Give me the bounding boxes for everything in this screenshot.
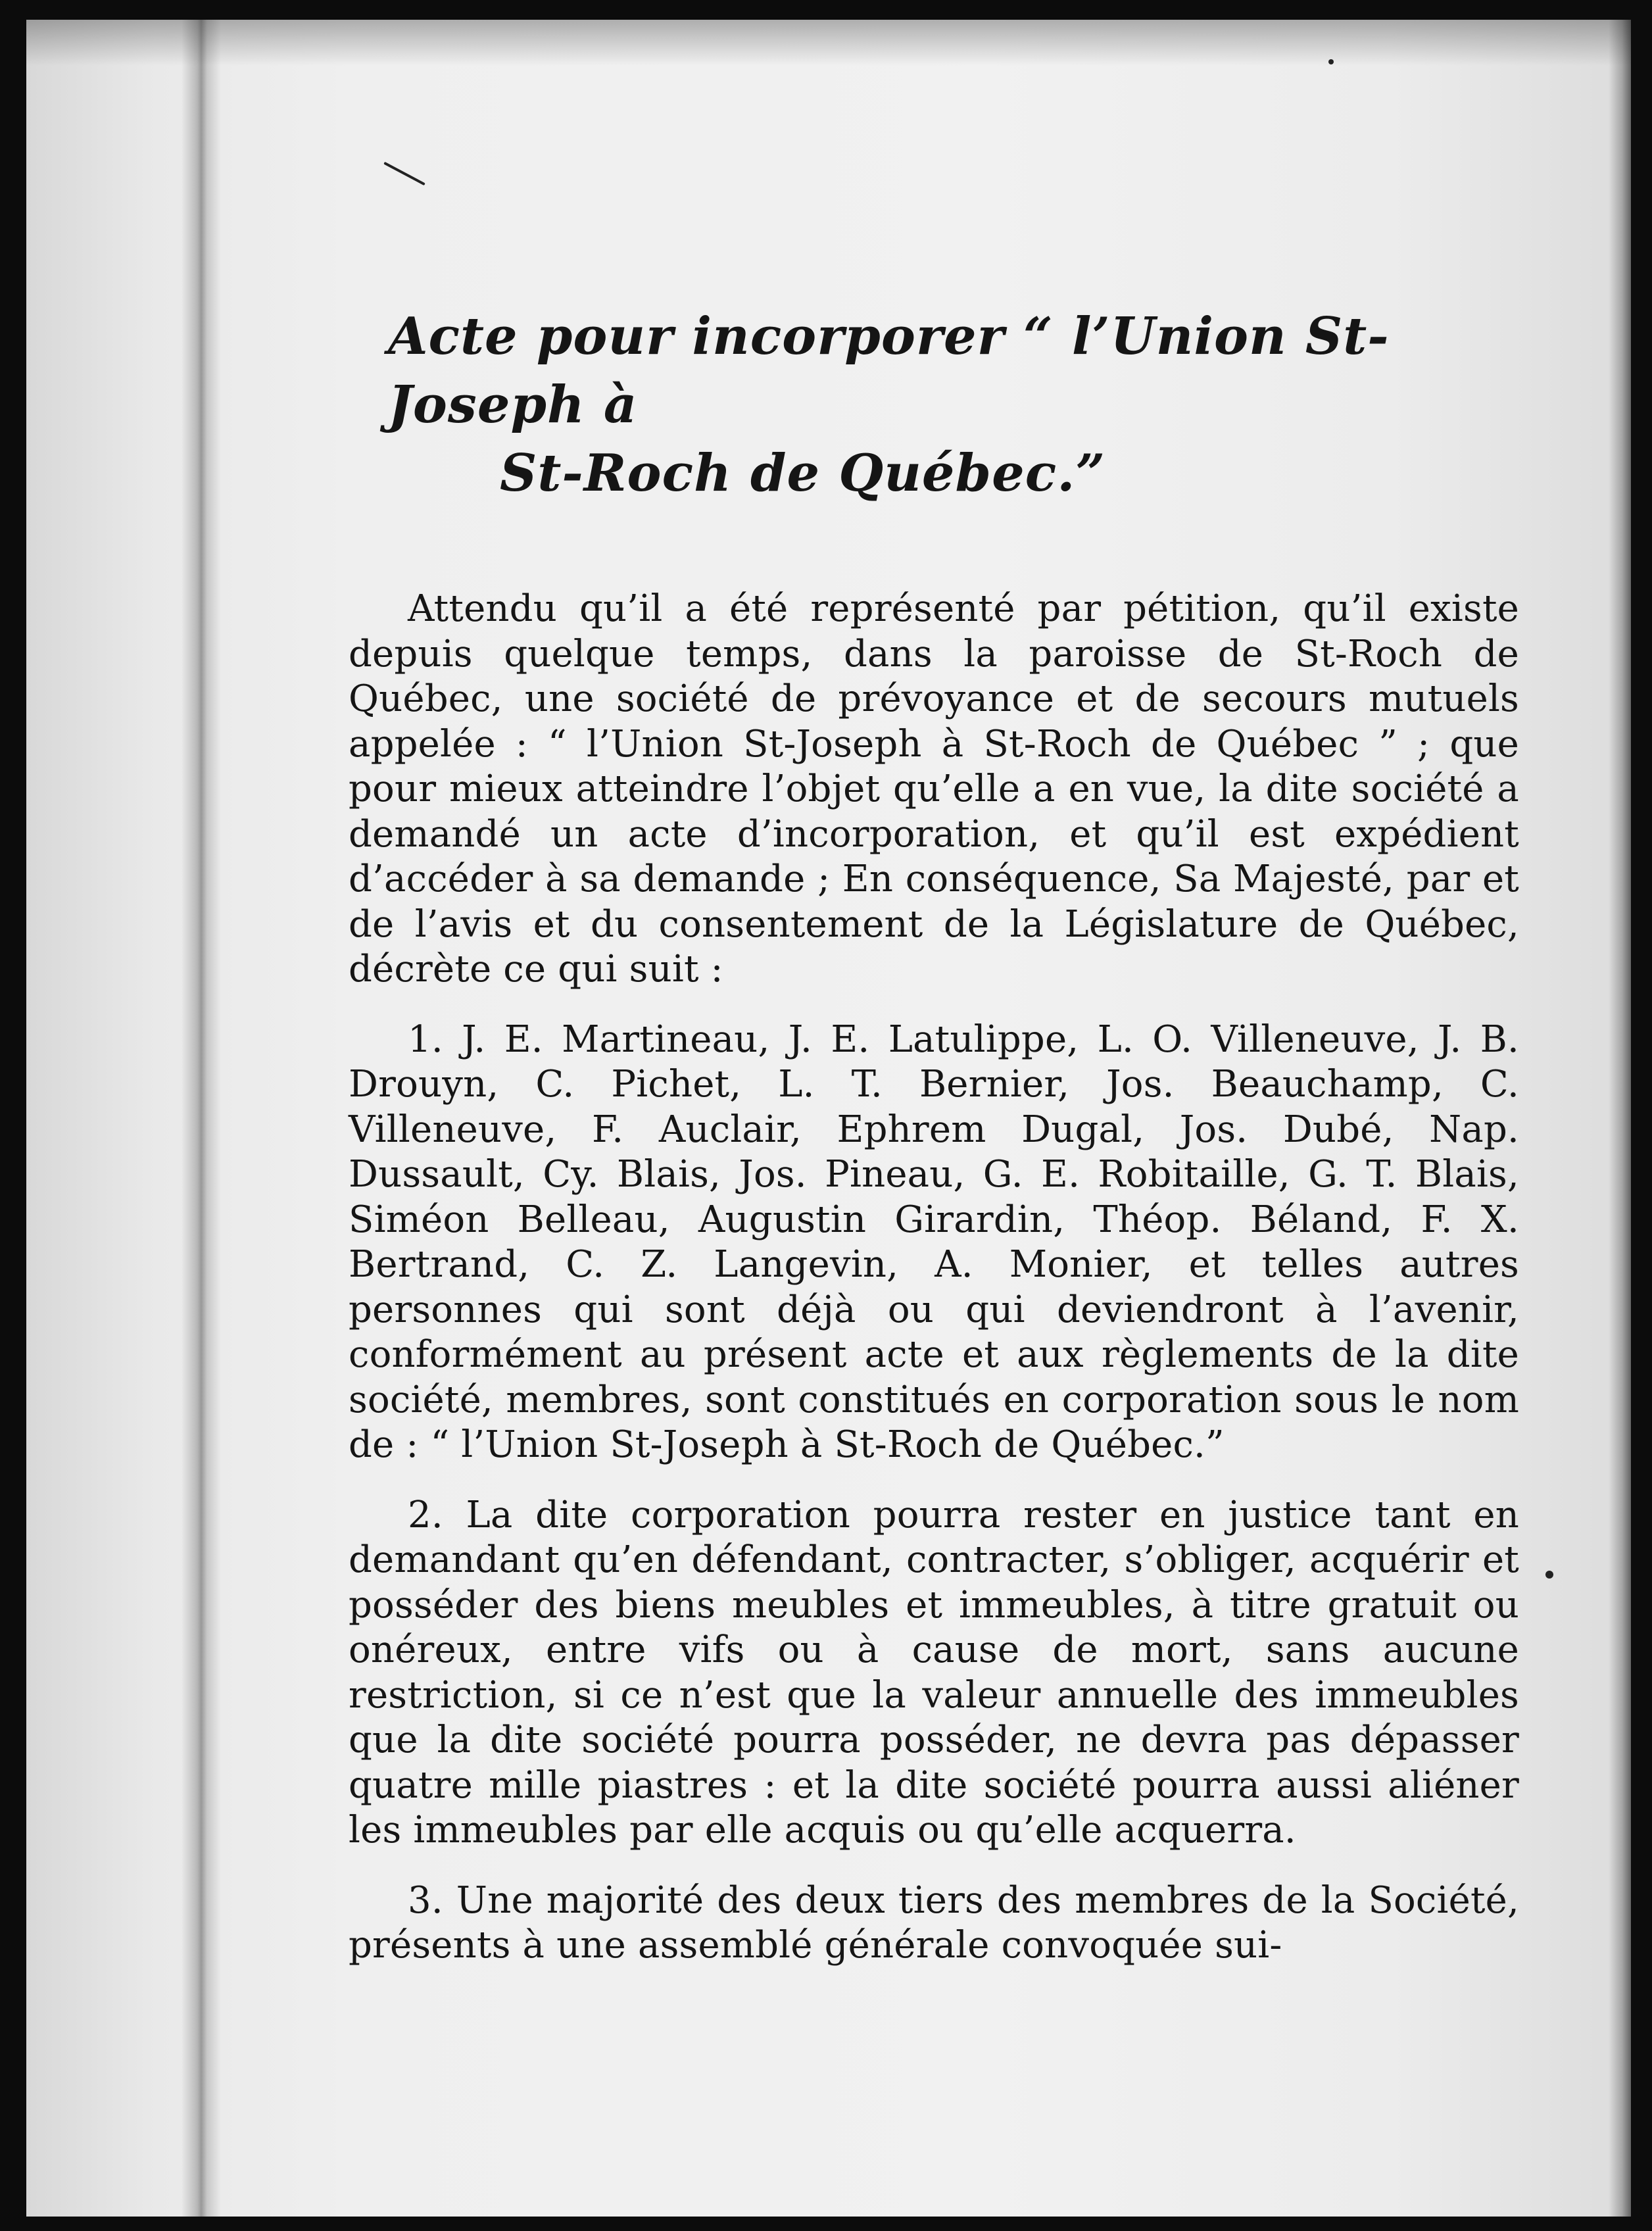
preamble-paragraph: Attendu qu’il a été représenté par pétition, qu’il existe depuis quelque temps, dans la paroisse de St-Roch de Québec, une société de prévoyance et de secours mutuels appelée : “ l’Union St-Joseph à St-Roch de Québec ” ; que pour mieux atteindre l’objet qu’elle a en vue, la dite société a demandé un acte d’incorporation, et qu’il est expédient d’accéder à sa demande ; En conséquence, Sa Majesté, par et de l’avis et du consentement de la Législature de Québec, décrète ce qui suit : xyxy=(349,587,1519,991)
act-text xyxy=(349,303,1519,1994)
page-fold xyxy=(182,20,221,2217)
ink-speck xyxy=(1328,59,1334,64)
ink-speck xyxy=(383,162,425,185)
page-right-edge xyxy=(1609,20,1631,2217)
section-2-paragraph: 2. La dite corporation pourra rester en justice tant en demandant qu’en défendant, contracter, s’obliger, acquérir et posséder des biens meubles et immeubles, à titre gratuit ou onéreux, entre vifs ou à cause de mort, sans aucune restriction, si ce n’est que la valeur annuelle des immeubles que la dite société pourra posséder, ne devra pas dépasser quatre mille piastres : et la dite société pourra aussi aliéner les immeubles par elle acquis ou qu’elle acquerra. xyxy=(349,1493,1519,1851)
section-1-paragraph: 1. J. E. Martineau, J. E. Latulippe, L. O. Villeneuve, J. B. Drouyn, C. Pichet, L. T. Bernier, Jos. Beauchamp, C. Villeneuve, F. Auclair, Ephrem Dugal, Jos. Dubé, Nap. Dussault, Cy. Blais, Jos. Pineau, G. E. Robitaille, G. T. Blais, Siméon Belleau, Augustin Girardin, Théop. Béland, F. X. Bertrand, C. Z. Langevin, A. Monier, et telles autres personnes qui sont déjà ou qui deviendront à l’avenir, conformément au présent acte et aux règlements de la dite société, membres, sont constitués en corporation sous le nom de : “ l’Union St-Joseph à St-Roch de Québec.” xyxy=(349,1017,1519,1466)
title-line-1: Acte pour incorporer “ l’Union St-Joseph à xyxy=(388,306,1390,435)
paper-page xyxy=(26,20,1631,2217)
top-shadow xyxy=(26,20,1631,66)
act-title xyxy=(388,303,1519,508)
ink-speck xyxy=(1545,1571,1553,1579)
title-line-2: St-Roch de Québec.” xyxy=(500,443,1106,503)
section-3-paragraph: 3. Une majorité des deux tiers des membres de la Société, présents à une assemblé générale convoquée sui- xyxy=(349,1878,1519,1967)
